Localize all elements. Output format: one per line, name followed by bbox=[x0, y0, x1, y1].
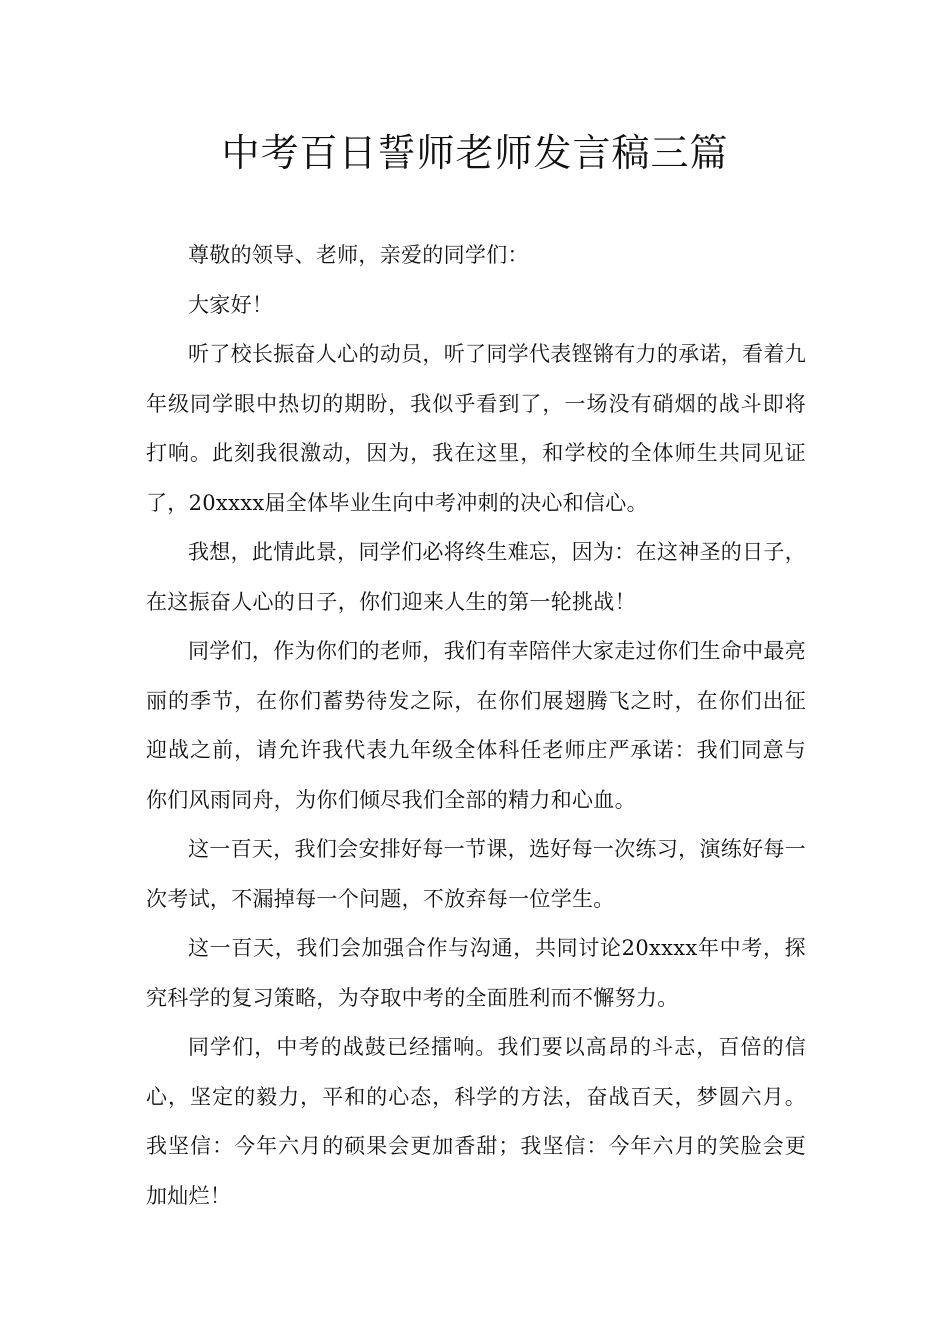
body-paragraph-3: 同学们，作为你们的老师，我们有幸陪伴大家走过你们生命中最亮丽的季节，在你们蓄势待发之际，在你们展翅腾飞之时，在你们出征迎战之前，请允许我代表九年级全体科任老师庄严承诺：我们同意与你们风雨同舟，为你们倾尽我们全部的精力和心血。 bbox=[146, 639, 806, 812]
body-paragraph-1: 听了校长振奋人心的动员，听了同学代表铿锵有力的承诺，看着九年级同学眼中热切的期盼，我似乎看到了，一场没有硝烟的战斗即将打响。此刻我很激动，因为，我在这里，和学校的全体师生共同见证了，20xxxx届全体毕业生向中考冲刺的决心和信心。 bbox=[146, 342, 806, 515]
salutation-paragraph: 尊敬的领导、老师，亲爱的同学们： bbox=[188, 243, 529, 267]
greeting-paragraph: 大家好！ bbox=[188, 292, 274, 317]
body-paragraph-5: 这一百天，我们会加强合作与沟通，共同讨论20xxxx年中考，探究科学的复习策略，为夺取中考的全面胜利而不懈努力。 bbox=[146, 936, 806, 1010]
document-title: 中考百日誓师老师发言稿三篇 bbox=[221, 131, 729, 175]
body-paragraph-4: 这一百天，我们会安排好每一节课，选好每一次练习，演练好每一次考试，不漏掉每一个问题，不放弃每一位学生。 bbox=[146, 837, 806, 911]
body-paragraph-2: 我想，此情此景，同学们必将终生难忘，因为：在这神圣的日子，在这振奋人心的日子，你们迎来人生的第一轮挑战！ bbox=[146, 540, 806, 614]
body-paragraph-6: 同学们，中考的战鼓已经擂响。我们要以高昂的斗志，百倍的信心，坚定的毅力，平和的心态，科学的方法，奋战百天，梦圆六月。我坚信：今年六月的硕果会更加香甜；我坚信：今年六月的笑脸会更加灿烂！ bbox=[146, 1035, 806, 1208]
document-body bbox=[146, 231, 806, 1221]
